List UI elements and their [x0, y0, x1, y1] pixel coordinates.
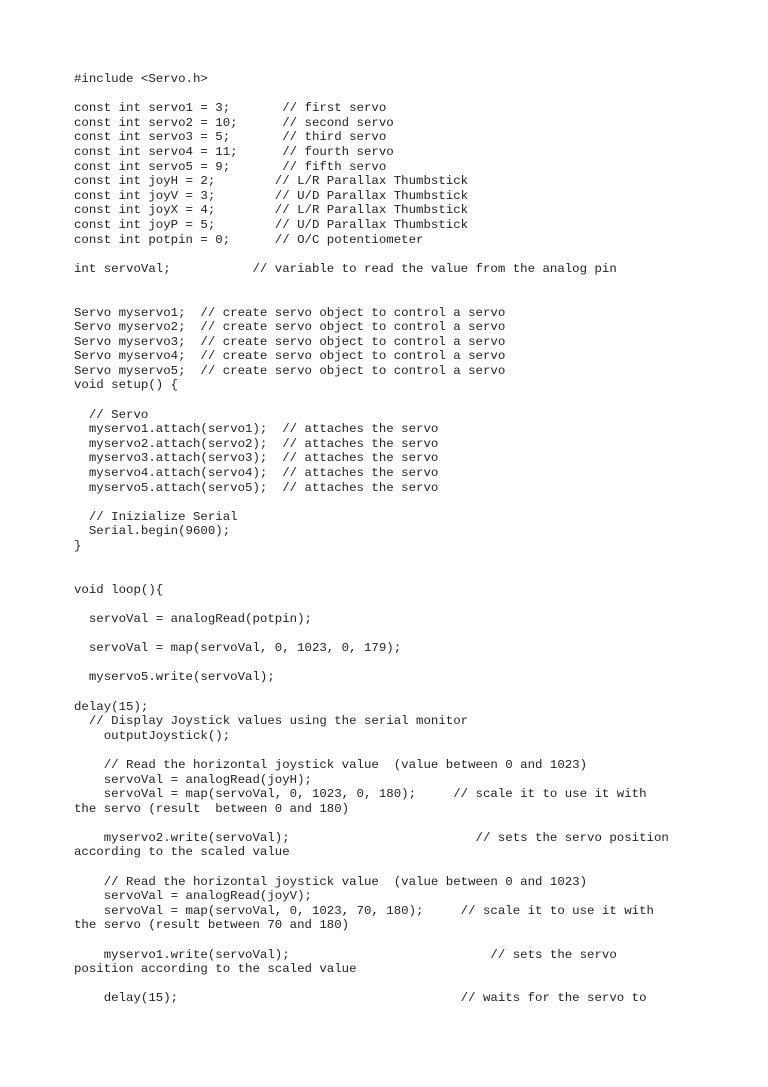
code-line: // Servo [74, 407, 149, 422]
code-line [74, 276, 734, 291]
code-line: const int servo1 = 3; // first servo [74, 101, 387, 116]
code-line: const int joyX = 4; // L/R Parallax Thumbstick [74, 203, 469, 218]
code-line: according to the scaled value [74, 845, 290, 860]
code-line: servoVal = analogRead(joyV); [74, 889, 312, 904]
code-line: } [74, 539, 82, 553]
code-line: myservo5.write(servoVal); [74, 670, 275, 685]
code-line: const int servo3 = 5; // third servo [74, 130, 387, 145]
code-line: Servo myservo4; // create servo object to control a servo [74, 349, 506, 364]
code-line: #include <Servo.h> [74, 72, 208, 86]
code-line [74, 495, 734, 510]
code-line: servoVal = analogRead(potpin); [74, 611, 312, 626]
code-line [74, 627, 734, 642]
code-line [74, 568, 734, 583]
code-line: the servo (result between 0 and 180) [74, 801, 350, 816]
code-line: // Read the horizontal joystick value (value between 0 and 1023) [74, 757, 588, 772]
code-line: the servo (result between 70 and 180) [74, 918, 350, 933]
code-line [74, 743, 734, 758]
code-line: void loop(){ [74, 582, 164, 597]
code-line: Servo myservo3; // create servo object to control a servo [74, 334, 506, 349]
code-line: const int servo5 = 9; // fifth servo [74, 159, 387, 174]
code-line [74, 933, 734, 948]
code-line: servoVal = map(servoVal, 0, 1023, 70, 180); // scale it to use it with [74, 903, 654, 918]
code-line [74, 977, 734, 992]
code-line: // Inizialize Serial [74, 509, 238, 524]
code-line: servoVal = map(servoVal, 0, 1023, 0, 179); [74, 641, 402, 656]
code-line [74, 393, 734, 408]
code-line: outputJoystick(); [74, 728, 231, 743]
code-line [74, 816, 734, 831]
code-line: myservo2.write(servoVal); // sets the servo position [74, 830, 669, 845]
code-line [74, 685, 734, 700]
code-line: myservo3.attach(servo3); // attaches the servo [74, 451, 439, 466]
code-line [74, 554, 734, 569]
code-line [74, 597, 734, 612]
code-line [74, 247, 734, 262]
code-line: void setup() { [74, 378, 179, 393]
code-line: myservo2.attach(servo2); // attaches the servo [74, 436, 439, 451]
code-line: const int potpin = 0; // O/C potentiometer [74, 232, 424, 247]
code-line: delay(15); [74, 699, 149, 714]
code-line: // Read the horizontal joystick value (value between 0 and 1023) [74, 874, 588, 889]
code-line [74, 860, 734, 875]
code-line: Servo myservo1; // create servo object to control a servo [74, 305, 506, 320]
code-line: delay(15); // waits for the servo to [74, 991, 647, 1006]
code-line: int servoVal; // variable to read the value from the analog pin [74, 261, 617, 276]
code-line: myservo5.attach(servo5); // attaches the servo [74, 480, 439, 495]
code-line: Serial.begin(9600); [74, 524, 231, 539]
code-line: servoVal = analogRead(joyH); [74, 772, 312, 787]
code-line: Servo myservo2; // create servo object to control a servo [74, 320, 506, 335]
code-line [74, 87, 734, 102]
code-line: myservo1.write(servoVal); // sets the servo [74, 947, 617, 962]
code-listing [74, 72, 734, 1006]
code-line: const int joyH = 2; // L/R Parallax Thumbstick [74, 174, 469, 189]
code-line [74, 291, 734, 306]
code-line: myservo4.attach(servo4); // attaches the servo [74, 466, 439, 481]
code-line: const int joyP = 5; // U/D Parallax Thumbstick [74, 217, 469, 232]
code-line: position according to the scaled value [74, 962, 357, 977]
code-line: Servo myservo5; // create servo object to control a servo [74, 363, 506, 378]
code-line: const int joyV = 3; // U/D Parallax Thumbstick [74, 188, 469, 203]
code-line: // Display Joystick values using the serial monitor [74, 714, 469, 729]
code-line: const int servo4 = 11; // fourth servo [74, 144, 394, 159]
code-line: servoVal = map(servoVal, 0, 1023, 0, 180); // scale it to use it with [74, 787, 647, 802]
code-line [74, 656, 734, 671]
code-line: myservo1.attach(servo1); // attaches the servo [74, 422, 439, 437]
code-line: const int servo2 = 10; // second servo [74, 115, 394, 130]
